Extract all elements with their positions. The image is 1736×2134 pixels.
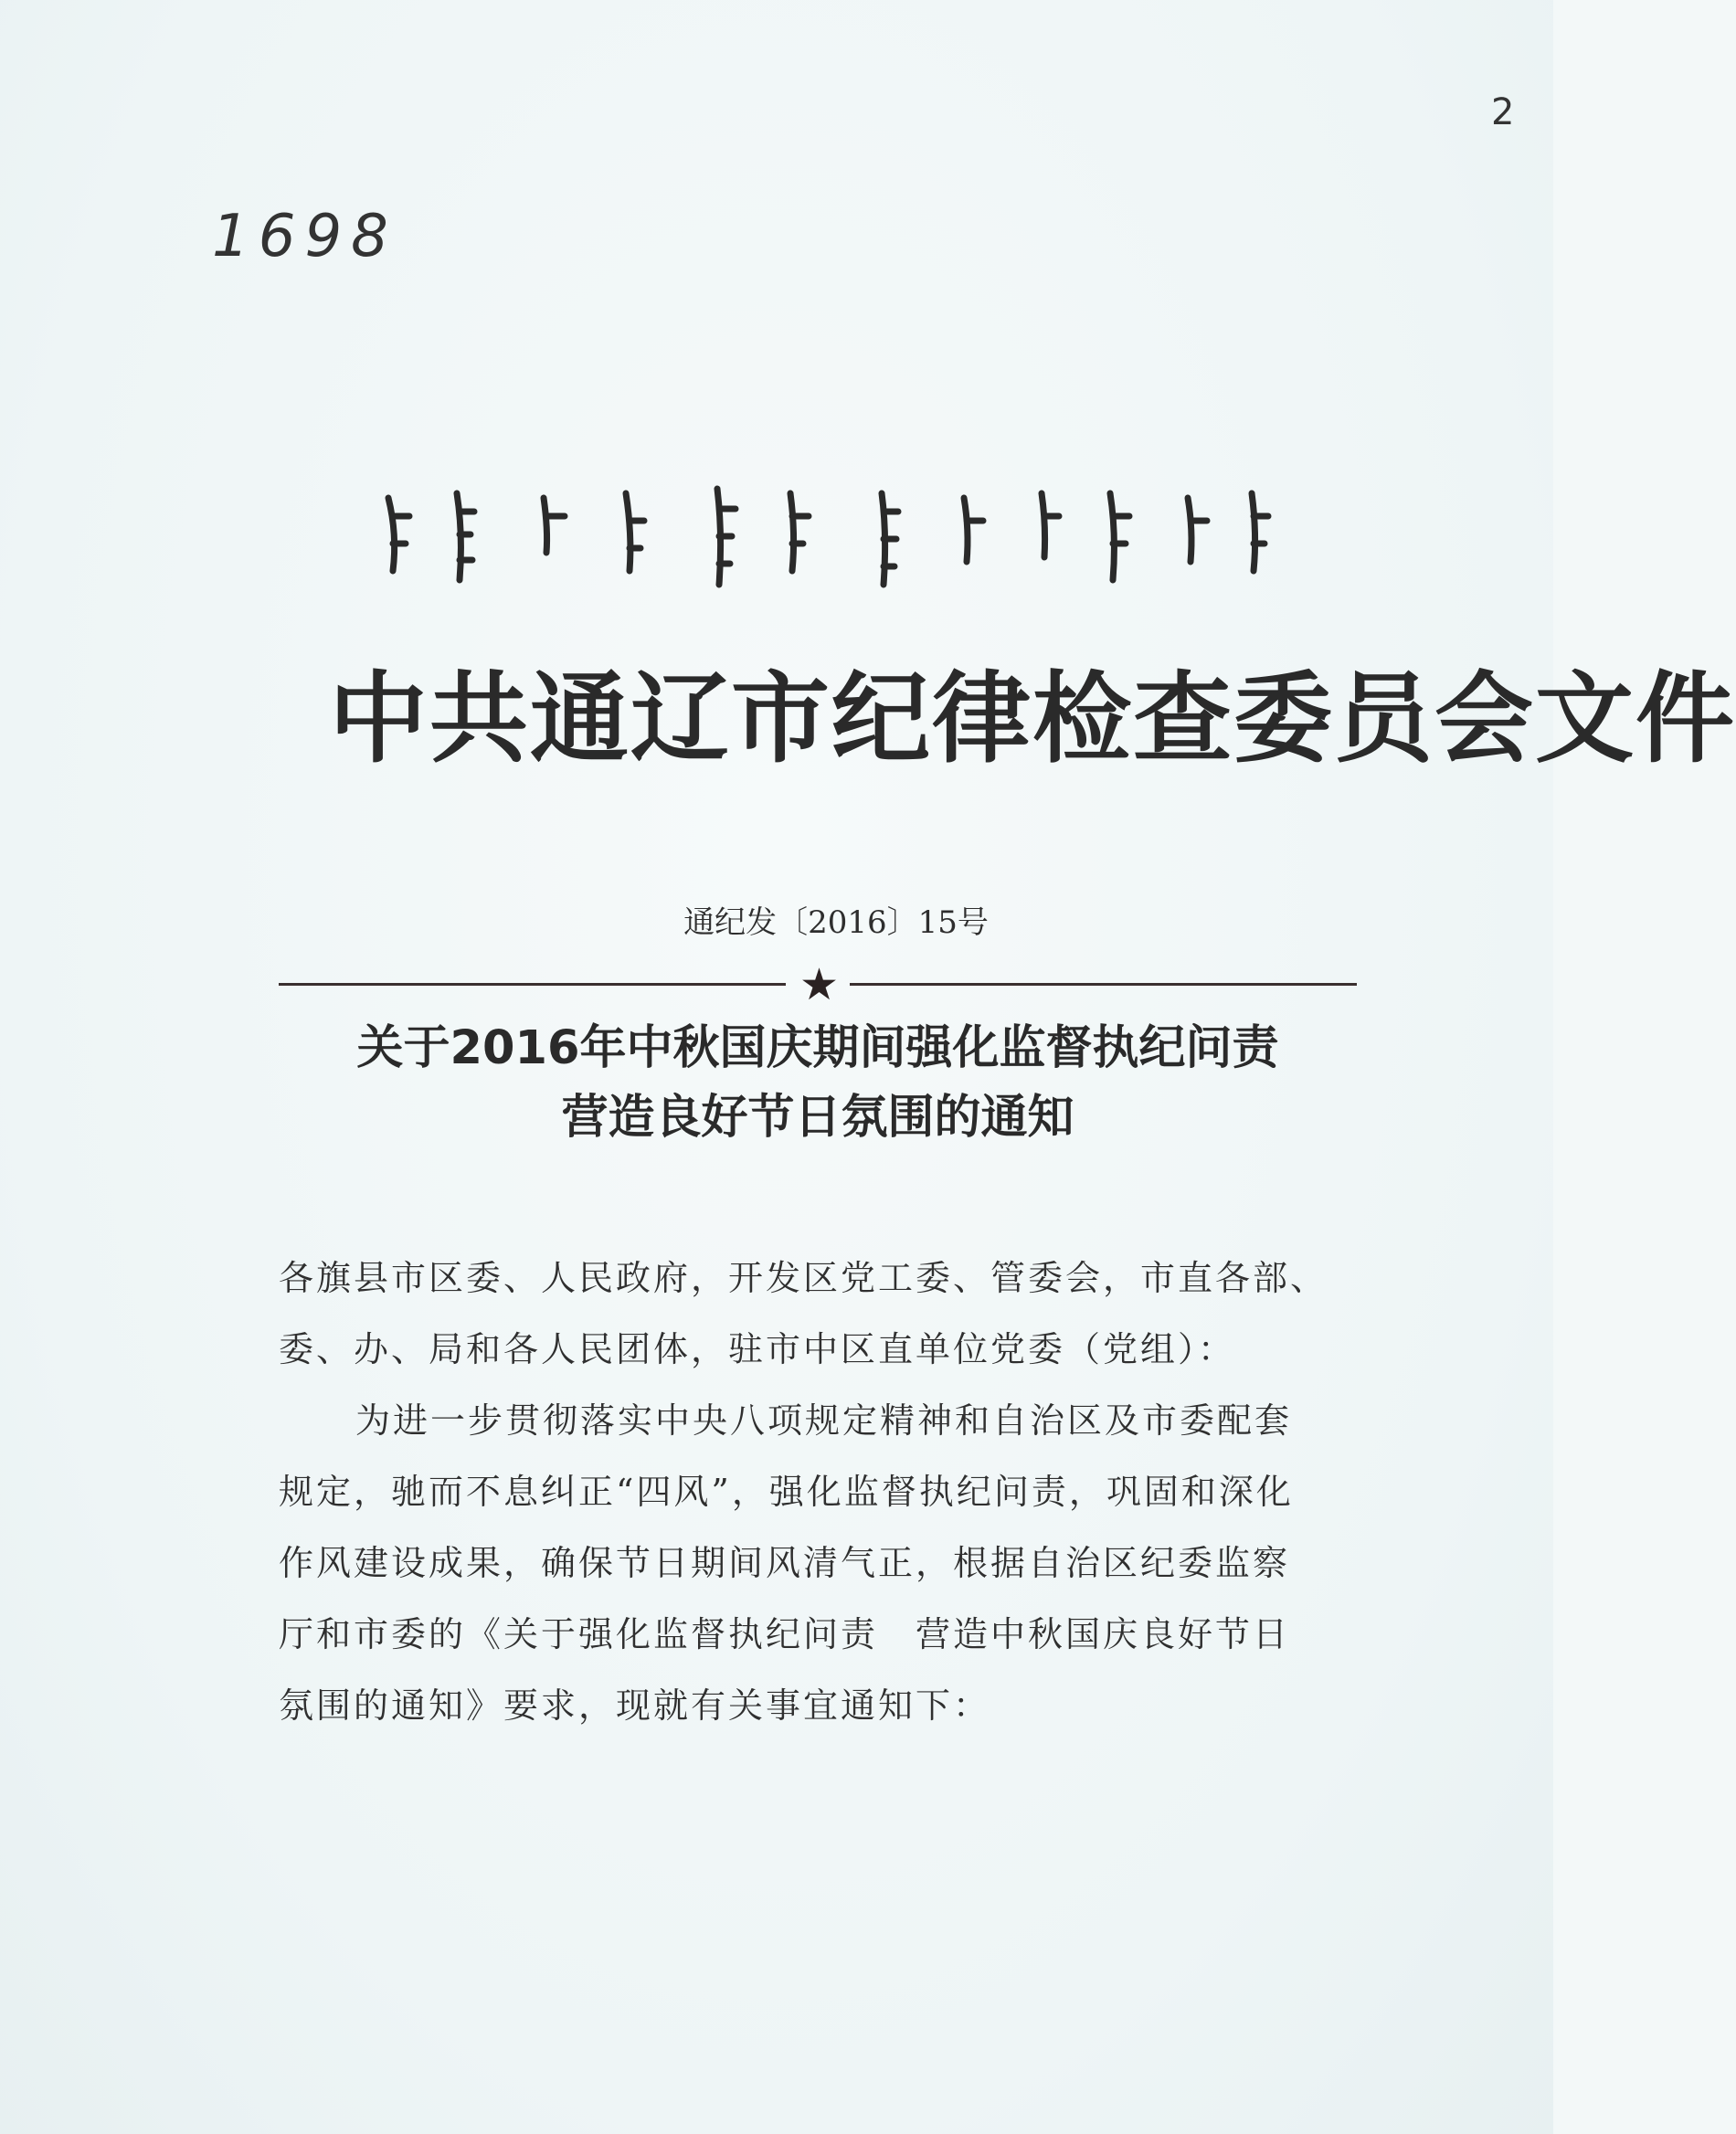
paragraph-line-3: 作风建设成果，确保节日期间风清气正，根据自治区纪委监察 xyxy=(279,1543,1291,1583)
divider-rule-left xyxy=(279,983,786,986)
handwritten-page-number: 2 xyxy=(1491,91,1515,133)
body-text xyxy=(279,1242,1357,1741)
issuer-title: 中共通辽市纪律检查委员会文件 xyxy=(329,662,1736,776)
paragraph-line-4: 厅和市委的《关于强化监督执纪问责 营造中秋国庆良好节日 xyxy=(279,1614,1291,1654)
red-rule-divider xyxy=(279,959,1357,1010)
star-icon: ★ xyxy=(799,959,840,1010)
notice-title-line-2: 营造良好节日氛围的通知 xyxy=(561,1091,1074,1145)
paragraph-line-5: 氛围的通知》要求，现就有关事宜通知下： xyxy=(279,1685,991,1726)
notice-title-line-1: 关于2016年中秋国庆期间强化监督执纪问责 xyxy=(356,1021,1279,1075)
paragraph-line-1: 为进一步贯彻落实中央八项规定精神和自治区及市委配套 xyxy=(355,1400,1293,1441)
document-number: 通纪发〔2016〕15号 xyxy=(683,904,989,941)
recipients-line-1: 各旗县市区委、人民政府，开发区党工委、管委会，市直各部、 xyxy=(279,1258,1328,1298)
mongolian-script-graphic xyxy=(361,480,1275,598)
paragraph-line-2: 规定，驰而不息纠正“四风”，强化监督执纪问责，巩固和深化 xyxy=(279,1472,1294,1512)
divider-rule-right xyxy=(850,983,1357,986)
notice-title xyxy=(0,1014,1553,1153)
handwritten-archive-number: 1698 xyxy=(212,203,397,270)
mongolian-script-header xyxy=(361,480,1275,598)
recipients-line-2: 委、办、局和各人民团体，驻市中区直单位党委（党组）： xyxy=(279,1329,1236,1369)
